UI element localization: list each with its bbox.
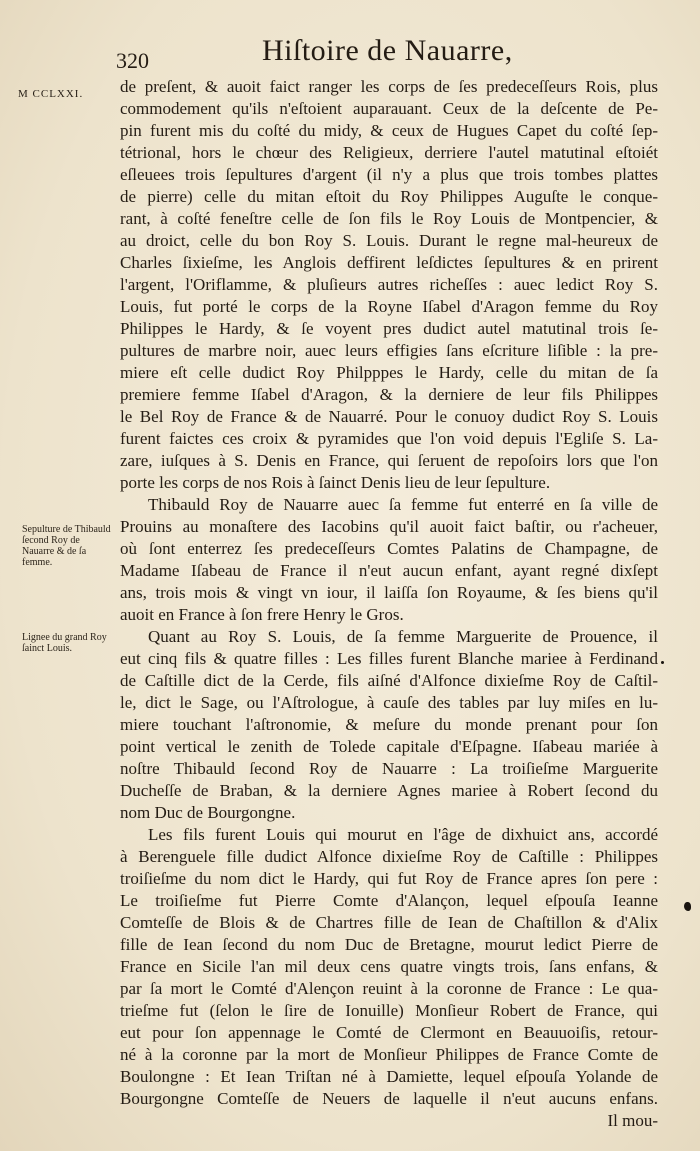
text-line: le Bel Roy de France & de Nauarré. Pour le conuoy dudict Roy S. Louis (120, 407, 658, 426)
text-line: Ducheſſe de Braban, & la derniere Agnes mariee à Robert ſecond du (120, 781, 658, 800)
text-line: Les fils furent Louis qui mourut en l'âge de dixhuict ans, accordé (148, 825, 658, 844)
margin-note-lignee: Lignee du grand Roy ſainct Louis. (22, 632, 107, 654)
text-line: rant, à coſté feneſtre celle de ſon fils le Roy Louis de Montpencier, & (120, 209, 658, 228)
text-line: eſleuees trois ſepultures d'argent (il n'y a plus que trois tombes plattes (120, 165, 658, 184)
text-line: le, dict le Sage, ou l'Aſtrologue, à cauſe des tables par luy miſes en lu- (120, 693, 658, 712)
body-text (120, 76, 658, 1132)
text-line: Louis, fut porté le corps de la Royne Iſabel d'Aragon femme du Roy (120, 297, 658, 316)
text-line: noſtre Thibauld ſecond Roy de Nauarre : La troiſieſme Marguerite (120, 759, 658, 778)
text-line: tétrional, hors le chœur des Religieux, derriere l'autel matutinal eſtoiét (120, 143, 658, 162)
text-line: eut cinq fils & quatre filles : Les filles furent Blanche mariee à Ferdinand (120, 649, 658, 668)
text-line: Bourgongne Comteſſe de Neuers de laquelle il n'eut aucuns enfans. (120, 1089, 658, 1108)
ink-blot (684, 902, 691, 911)
text-line: de Caſtille dict de la Cerde, fils aiſné d'Alfonce dixieſme Roy de Caſtil- (120, 671, 658, 690)
text-line: ans, trois mois & vingt vn iour, il laiſſa ſon Royaume, & ſes biens qu'il (120, 583, 658, 602)
text-line: de preſent, & auoit faict ranger les corps de ſes predeceſſeurs Rois, plus (120, 77, 658, 96)
text-line: furent faictes ces croix & pyramides que l'on void depuis l'Egliſe S. La- (120, 429, 658, 448)
text-line: fille de Iean ſecond du nom Duc de Bretagne, mourut ledict Pierre de (120, 935, 658, 954)
text-line: premiere femme Iſabel d'Aragon, & la derniere de leur fils Philippes (120, 385, 658, 404)
text-line: miere touchant l'aſtronomie, & meſure du monde prenant pour ſon (120, 715, 658, 734)
text-line: Quant au Roy S. Louis, de ſa femme Marguerite de Prouence, il (148, 627, 658, 646)
text-line: Comteſſe de Blois & de Chartres fille de Iean de Chaſtillon & d'Alix (120, 913, 658, 932)
text-line: Le troiſieſme fut Pierre Comte d'Alançon, lequel eſpouſa Ieanne (120, 891, 658, 910)
text-line: Philippes le Hardy, & ſe voyent pres dudict autel matutinal trois ſe- (120, 319, 658, 338)
text-line: eut pour ſon appennage le Comté de Clermont en Beauuoiſis, retour- (120, 1023, 658, 1042)
text-line: pin furent mis du coſté du midy, & ceux de Hugues Capet du coſté ſep- (120, 121, 658, 140)
text-line: point vertical le zenith de Tolede capitale d'Eſpagne. Iſabeau mariée à (120, 737, 658, 756)
margin-note-sepulture: Sepulture de Thibauld ſecond Roy de Nauarre & de ſa femme. (22, 524, 111, 568)
page-number: 320 (116, 48, 149, 73)
text-line: par ſa mort le Comté d'Alençon reuint à la coronne de France : Le qua- (120, 979, 658, 998)
text-line: à Berenguele fille dudict Alfonce dixieſme Roy de Caſtille : Philippes (120, 847, 658, 866)
text-line: France en Sicile l'an mil deux cens quatre vingts trois, ſans enfans, & (120, 957, 658, 976)
catchword: Il mou- (607, 1111, 658, 1130)
text-line: troiſieſme du nom dict le Hardy, qui fut Roy de France apres ſon pere : (120, 869, 658, 888)
text-line: pultures de marbre noir, auec leurs effigies ſans eſcriture liſible : la pre- (120, 341, 658, 360)
text-line: Prouins au monaſtere des Iacobins qu'il auoit faict baſtir, ou r'acheuer, (120, 517, 658, 536)
text-line: zare, iuſques à S. Denis en France, qui ſeruent de repoſoirs lors que l'on (120, 451, 658, 470)
text-line: né à la coronne par la mort de Monſieur Philippes de France Comte de (120, 1045, 658, 1064)
text-line: nom Duc de Bourgongne. (120, 803, 296, 822)
text-line: miere eſt celle dudict Roy Philpppes le Hardy, celle du mitan de ſa (120, 363, 658, 382)
text-line: Charles ſixieſme, les Anglois deffirent leſdictes ſepultures & en prirent (120, 253, 658, 272)
text-line: Boulongne : Et Iean Triſtan né à Damiette, lequel eſpouſa Yolande de (120, 1067, 658, 1086)
ink-dot (661, 661, 664, 664)
text-line: Madame Iſabeau de France il n'eut aucun enfant, ayant regné dixſept (120, 561, 658, 580)
page-header (112, 18, 672, 72)
text-line: auoit en France à ſon frere Henry le Gros. (120, 605, 404, 624)
text-line: où ſont enterrez ſes predeceſſeurs Comtes Palatins de Champagne, de (120, 539, 658, 558)
text-line: au droict, celle du bon Roy S. Louis. Durant le regne mal-heureux de (120, 231, 658, 250)
text-line: de pierre) celle du mitan eſtoit du Roy Philippes Auguſte le conque- (120, 187, 658, 206)
text-line: Thibauld Roy de Nauarre auec ſa femme fut enterré en ſa ville de (148, 495, 658, 514)
text-line: trieſme fut (ſelon le ſire de Ionuille) Monſieur Robert de France, qui (120, 1001, 658, 1020)
text-line: porte les corps de nos Rois à ſainct Denis lieu de leur ſepulture. (120, 473, 551, 492)
text-line: commodement qu'ils n'eſtoient auparauant. Ceux de la deſcente de Pe- (120, 99, 658, 118)
running-title: Hiſtoire de Nauarre, (262, 34, 513, 67)
text-line: l'argent, l'Oriflamme, & pluſieurs autres richeſſes : auec ledict Roy S. (120, 275, 658, 294)
margin-year: M CCLXXI. (18, 88, 84, 100)
